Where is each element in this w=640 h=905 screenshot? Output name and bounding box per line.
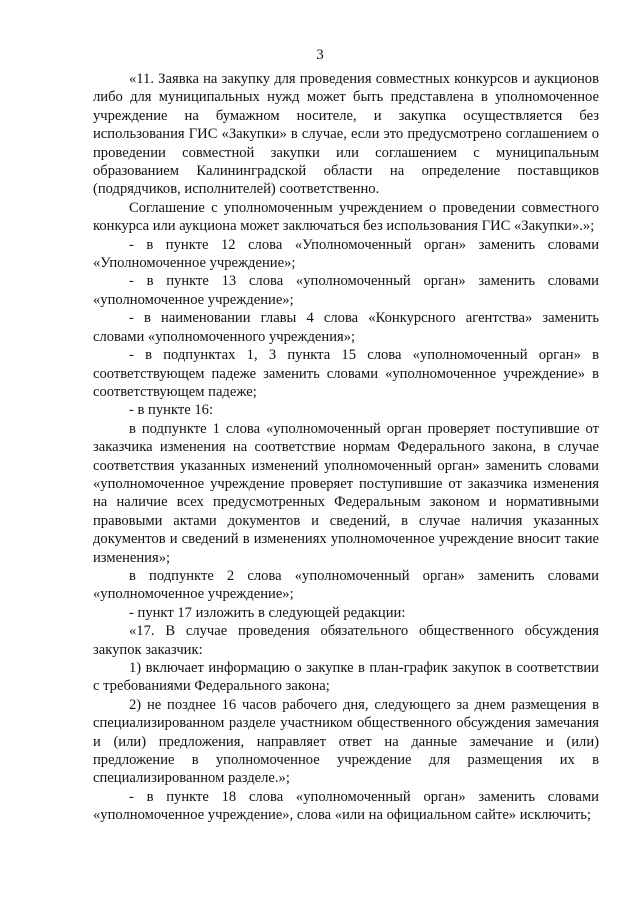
paragraph-item-11: «11. Заявка на закупку для проведения совместных конкурсов и аукционов либо для муниципальных нужд может быть представлена в уполномоченное учреждение на бумажном носителе, и закупка осуществляется без использования ГИС «Закупки» в случае, если это предусмотрено соглашением о проведении совместной закупки или соглашением с муниципальным образованием Калининградской области на определение поставщиков (подрядчиков, исполнителей) соответственно. [93,71,599,198]
document-body [93,70,599,825]
paragraph-point-15: - в подпунктах 1, 3 пункта 15 слова «уполномоченный орган» в соответствующем падеже заменить словами «уполномоченное учреждение» в соответствующем падеже; [93,347,599,400]
paragraph-item-17: «17. В случае проведения обязательного общественного обсуждения закупок заказчик: [93,623,599,658]
paragraph-item-17-sub-1: 1) включает информацию о закупке в план-график закупок в соответствии с требованиями Федерального закона; [93,660,599,695]
paragraph-point-16-sub-2: в подпункте 2 слова «уполномоченный орган» заменить словами «уполномоченное учреждение»; [93,567,599,603]
page-number: 3 [316,47,324,63]
paragraph-point-16-sub-1: в подпункте 1 слова «уполномоченный орган проверяет поступившие от заказчика изменения на соответствие нормам Федерального закона, в случае соответствия указанных изменений уполномоченный орган» заменить словами «уполномоченное учреждение проверяет поступившие от заказчика изменения на наличие всех предусмотренных Федеральным законом и нормативными правовыми актами документов и сведений, в случае наличия указанных документов и сведений в изменениях уполномоченное учреждение вносит такие изменения»; [93,420,599,566]
paragraph-chapter-4: - в наименовании главы 4 слова «Конкурсного агентства» заменить словами «уполномоченного учреждения»; [93,310,599,345]
paragraph-item-17-sub-2: 2) не позднее 16 часов рабочего дня, следующего за днем размещения в специализированном разделе участником общественного обсуждения замечания и (или) предложения, направляет ответ на данные замечание и (или) предложение в уполномоченное учреждение для размещения их в специализированном разделе.»; [93,696,599,787]
paragraph-point-18: - в пункте 18 слова «уполномоченный орган» заменить словами «уполномоченное учреждение», слова «или на официальном сайте» исключить; [93,788,599,824]
paragraph-point-12: - в пункте 12 слова «Уполномоченный орган» заменить словами «Уполномоченное учреждение»; [93,236,599,272]
paragraph-point-17: - пункт 17 изложить в следующей редакции: [129,604,406,621]
paragraph-point-16: - в пункте 16: [129,402,214,419]
paragraph-agreement: Соглашение с уполномоченным учреждением о проведении совместного конкурса или аукциона может заключаться без использования ГИС «Закупки».»; [93,199,599,235]
paragraph-point-13: - в пункте 13 слова «уполномоченный орган» заменить словами «уполномоченное учреждение»; [93,273,599,308]
